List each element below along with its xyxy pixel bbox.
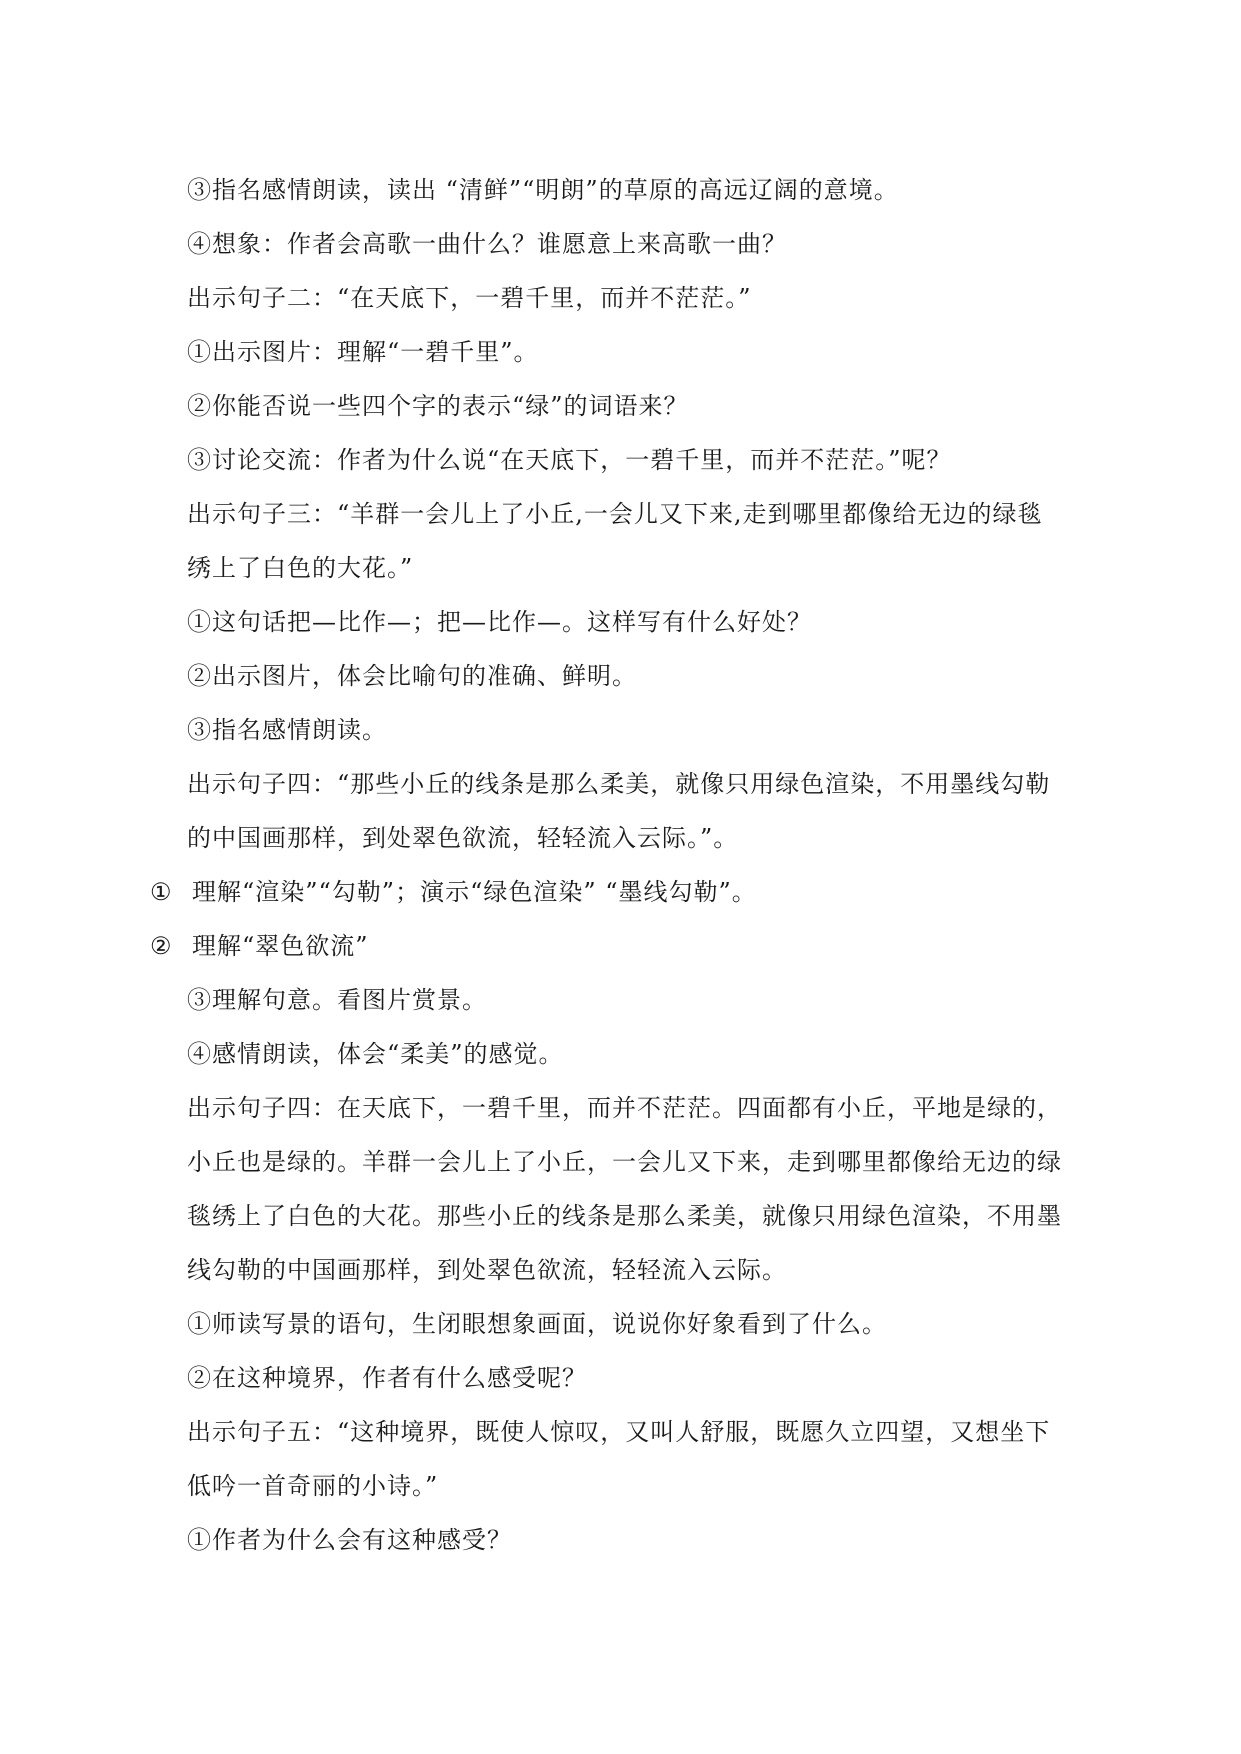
text-line: 出示句子五：“这种境界，既使人惊叹，又叫人舒服，既愿久立四望，又想坐下: [187, 1418, 1051, 1446]
text-line: 出示句子二：“在天底下，一碧千里，而并不茫茫。”: [187, 284, 752, 312]
text-line: 小丘也是绿的。羊群一会儿上了小丘，一会儿又下来，走到哪里都像给无边的绿: [187, 1148, 1062, 1176]
text-line: 绣上了白色的大花。”: [187, 554, 414, 582]
text-line: 出示句子三：“羊群一会儿上了小丘,一会儿又下来,走到哪里都像给无边的绿毯: [187, 500, 1043, 528]
text-line: ①作者为什么会有这种感受？: [187, 1526, 512, 1554]
text-line: ②出示图片，体会比喻句的准确、鲜明。: [187, 662, 637, 690]
text-line: ①出示图片：理解“一碧千里”。: [187, 338, 539, 366]
list-marker: ②: [150, 932, 173, 960]
numbered-item: [150, 931, 369, 961]
list-marker: ①: [150, 878, 173, 906]
text-line: 理解“翠色欲流”: [192, 932, 369, 960]
text-line: ③指名感情朗读，读出 “清鲜”“明朗”的草原的高远辽阔的意境。: [187, 176, 899, 204]
text-line: ④想象：作者会高歌一曲什么？谁愿意上来高歌一曲？: [187, 230, 787, 258]
text-line: 理解“渲染”“勾勒”；演示“绿色渲染” “墨线勾勒”。: [192, 878, 757, 906]
text-line: 毯绣上了白色的大花。那些小丘的线条是那么柔美，就像只用绿色渲染，不用墨: [187, 1202, 1062, 1230]
text-line: ③指名感情朗读。: [187, 716, 387, 744]
text-line: ①这句话把—比作—；把—比作—。这样写有什么好处？: [187, 608, 812, 636]
text-line: ④感情朗读，体会“柔美”的感觉。: [187, 1040, 564, 1068]
numbered-item: [150, 877, 757, 907]
text-line: ②在这种境界，作者有什么感受呢？: [187, 1364, 587, 1392]
text-line: 的中国画那样，到处翠色欲流，轻轻流入云际。”。: [187, 824, 739, 852]
text-line: ①师读写景的语句，生闭眼想象画面，说说你好象看到了什么。: [187, 1310, 887, 1338]
text-line: 出示句子四：在天底下，一碧千里，而并不茫茫。四面都有小丘，平地是绿的，: [187, 1094, 1062, 1122]
text-line: ③讨论交流：作者为什么说“在天底下，一碧千里，而并不茫茫。”呢？: [187, 446, 952, 474]
text-line: 出示句子四：“那些小丘的线条是那么柔美，就像只用绿色渲染，不用墨线勾勒: [187, 770, 1051, 798]
text-line: ③理解句意。看图片赏景。: [187, 986, 487, 1014]
text-line: 低吟一首奇丽的小诗。”: [187, 1472, 439, 1500]
text-line: 线勾勒的中国画那样，到处翠色欲流，轻轻流入云际。: [187, 1256, 787, 1284]
text-line: ②你能否说一些四个字的表示“绿”的词语来？: [187, 392, 689, 420]
